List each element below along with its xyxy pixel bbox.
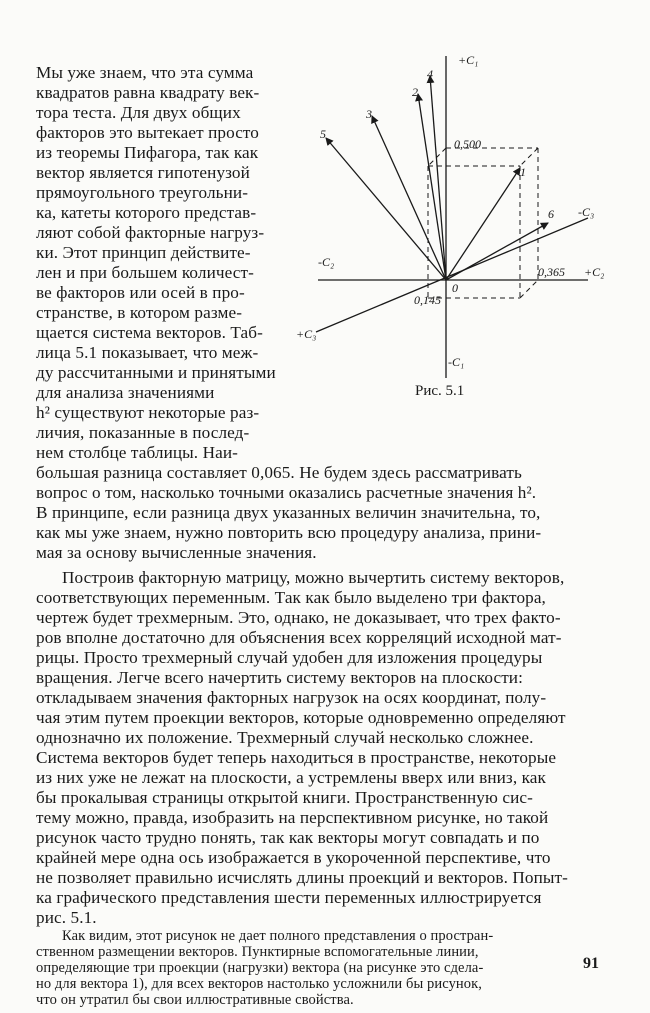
label-vector-1: 1 xyxy=(520,165,526,179)
label-c1-pos: +C₁ xyxy=(458,53,479,67)
text-line: ки. Этот принцип действите- xyxy=(36,243,251,262)
text-line: странстве, в котором разме- xyxy=(36,303,243,322)
figure-caption: Рис. 5.1 xyxy=(415,383,465,399)
vector-6 xyxy=(446,223,548,280)
vector-diagram xyxy=(288,48,628,378)
text-line: из них уже не лежат на плоскости, а устремлены вверх или вниз, как xyxy=(36,768,546,787)
text-line: тему можно, правда, изобразить на перспективном рисунке, но такой xyxy=(36,808,549,827)
text-line: ка, катеты которого представ- xyxy=(36,203,257,222)
text-line: вопрос о том, насколько точными оказались расчетные значения h². xyxy=(36,483,537,502)
text-line: личия, показанные в послед- xyxy=(36,423,250,442)
text-line: однозначно их положение. Трехмерный случай несколько сложнее. xyxy=(36,728,534,747)
label-0-500: 0,500 xyxy=(454,137,481,151)
text-line: ка графического представления шести переменных иллюстрируется xyxy=(36,888,542,907)
text-line: чая этим путем проекции векторов, которые одновременно определяют xyxy=(36,708,566,727)
text-line: бы прокалывая страницы открытой книги. Пространственную сис- xyxy=(36,788,533,807)
text-line: лен и при большем количест- xyxy=(36,263,254,282)
text-line: h² существуют некоторые раз- xyxy=(36,403,260,422)
label-c2-pos: +C₂ xyxy=(584,265,605,279)
text-line: вращения. Легче всего начертить систему векторов на плоскости: xyxy=(36,668,523,687)
text-line: большая разница составляет 0,065. Не будем здесь рассматривать xyxy=(36,463,522,482)
label-c2-neg: -C₂ xyxy=(318,255,335,269)
label-c3-neg: -C₃ xyxy=(578,205,595,219)
text-line: для анализа значениями xyxy=(36,383,215,402)
text-line: Система векторов будет теперь находиться в пространстве, некоторые xyxy=(36,748,557,767)
text-line: вектор является гипотенузой xyxy=(36,163,250,182)
label-vector-6: 6 xyxy=(548,207,554,221)
text-line: что он утратил бы свои иллюстративные свойства. xyxy=(36,992,354,1008)
text-line: ду рассчитанными и принятыми xyxy=(36,363,276,382)
text-line: щается система векторов. Таб- xyxy=(36,323,263,342)
figure-5-1 xyxy=(288,48,628,378)
text-line: прямоугольного треугольни- xyxy=(36,183,249,202)
text-line: определяющие три проекции (нагрузки) вектора (на рисунке это сдела- xyxy=(36,960,484,976)
text-line: ров вполне достаточно для объяснения всех корреляций исходной мат- xyxy=(36,628,562,647)
text-line: Как видим, этот рисунок не дает полного представления о простран- xyxy=(62,928,494,944)
text-line: тора теста. Для двух общих xyxy=(36,103,241,122)
text-line: нем столбце таблицы. Наи- xyxy=(36,443,238,462)
text-line: В принципе, если разница двух указанных величин значительна, то, xyxy=(36,503,541,522)
label-0-365: 0,365 xyxy=(538,265,565,279)
text-line: Мы уже знаем, что эта сумма xyxy=(36,63,254,82)
text-line: из теоремы Пифагора, так как xyxy=(36,143,259,162)
text-line: рисунок часто трудно понять, так как векторы могут совпадать и по xyxy=(36,828,540,847)
text-line: лица 5.1 показывает, что меж- xyxy=(36,343,259,362)
text-line: чертеж будет трехмерным. Это, однако, не доказывает, что трех факто- xyxy=(36,608,561,627)
label-origin: 0 xyxy=(452,281,458,295)
text-line: рис. 5.1. xyxy=(36,908,97,927)
text-line: мая за основу вычисленные значения. xyxy=(36,543,317,562)
text-line: соответствующих переменным. Так как было выделено три фактора, xyxy=(36,588,546,607)
label-0-145: 0,145 xyxy=(414,293,441,307)
text-line: крайней мере одна ось изображается в укороченной перспективе, что xyxy=(36,848,551,867)
text-line: не позволяет правильно исчислять длины проекций и векторов. Попыт- xyxy=(36,868,568,887)
page-number: 91 xyxy=(583,955,599,972)
label-vector-5: 5 xyxy=(320,127,326,141)
label-c3-pos: +C₃ xyxy=(296,327,317,341)
text-line: квадратов равна квадрату век- xyxy=(36,83,260,102)
text-line: откладываем значения факторных нагрузок на осях координат, полу- xyxy=(36,688,547,707)
text-line: Построив факторную матрицу, можно вычертить систему векторов, xyxy=(62,568,565,587)
text-line: ве факторов или осей в про- xyxy=(36,283,245,302)
vector-1 xyxy=(446,168,520,280)
label-c1-neg: -C₁ xyxy=(448,355,465,369)
text-line: ляют собой факторные нагруз- xyxy=(36,223,265,242)
text-line: ственном размещении векторов. Пунктирные вспомогательные линии, xyxy=(36,944,479,960)
text-line: но для вектора 1), для всех векторов настолько усложнили бы рисунок, xyxy=(36,976,483,992)
label-vector-3: 3 xyxy=(366,107,372,121)
label-vector-2: 2 xyxy=(412,85,418,99)
label-vector-4: 4 xyxy=(427,67,433,81)
text-line: рицы. Просто трехмерный случай удобен для изложения процедуры xyxy=(36,648,543,667)
text-line: факторов это вытекает просто xyxy=(36,123,259,142)
text-line: как мы уже знаем, нужно повторить всю процедуру анализа, прини- xyxy=(36,523,542,542)
